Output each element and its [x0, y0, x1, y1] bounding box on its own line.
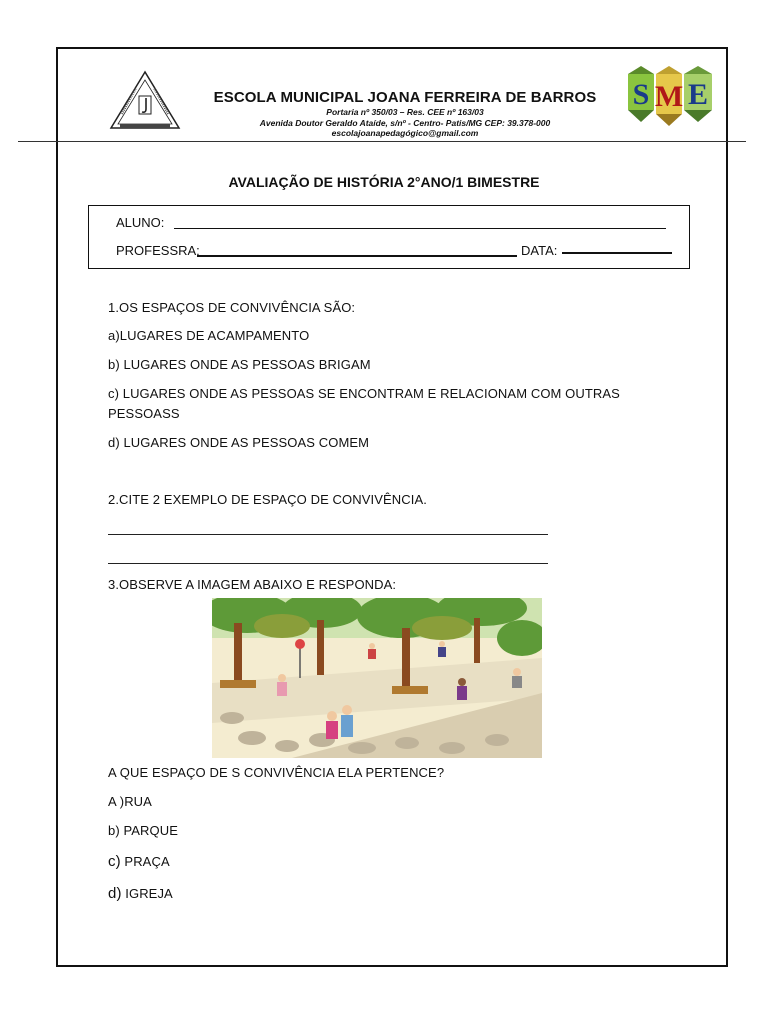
date-line[interactable]: [562, 252, 672, 254]
question-1-option-a: a)LUGARES DE ACAMPAMENTO: [108, 328, 310, 343]
option-c-text: PRAÇA: [124, 854, 170, 869]
option-c-letter: c): [108, 853, 121, 870]
answer-line-1[interactable]: [108, 534, 548, 535]
question-3-prompt: A QUE ESPAÇO DE S CONVIVÊNCIA ELA PERTENCE?: [108, 765, 445, 780]
student-name-line[interactable]: [174, 228, 666, 229]
question-1-option-d: d) LUGARES ONDE AS PESSOAS COMEM: [108, 435, 370, 450]
email-line: escolajoanapedagógico@gmail.com: [331, 128, 479, 138]
header-divider: [18, 141, 746, 142]
student-info-box: [88, 205, 690, 269]
question-3-option-b: b) PARQUE: [108, 823, 179, 838]
sme-logo-icon: [626, 66, 714, 128]
option-d-letter: d): [108, 885, 122, 902]
sme-letter-m: M: [654, 80, 684, 113]
teacher-name-line[interactable]: [197, 255, 517, 257]
option-d-text: IGREJA: [125, 886, 173, 901]
question-3-option-a: A )RUA: [108, 794, 152, 809]
question-3: 3.OBSERVE A IMAGEM ABAIXO E RESPONDA:: [108, 577, 397, 592]
school-name: ESCOLA MUNICIPAL JOANA FERREIRA DE BARROS: [213, 89, 597, 106]
sme-letter-s: S: [632, 78, 650, 111]
answer-line-2[interactable]: [108, 563, 548, 564]
question-1-option-c: c) LUGARES ONDE AS PESSOAS SE ENCONTRAM E RELACIONAM COM OUTRAS: [108, 386, 620, 401]
question-3-option-d: [108, 885, 173, 902]
address-line: Avenida Doutor Geraldo Ataíde, s/nº - Centro- Patis/MG CEP: 39.378-000: [259, 118, 551, 128]
question-3-option-c: [108, 853, 170, 870]
sme-letter-e: E: [687, 78, 709, 111]
date-label: DATA:: [521, 243, 558, 258]
student-label: ALUNO:: [116, 215, 165, 230]
school-logo-icon: [108, 70, 182, 132]
question-1-option-c-continued: PESSOASS: [108, 406, 180, 421]
exam-title: AVALIAÇÃO DE HISTÓRIA 2°ANO/1 BIMESTRE: [228, 174, 540, 190]
question-1: 1.OS ESPAÇOS DE CONVIVÊNCIA SÃO:: [108, 300, 356, 315]
plaza-illustration: [212, 598, 542, 758]
question-1-option-b: b) LUGARES ONDE AS PESSOAS BRIGAM: [108, 357, 371, 372]
question-2: 2.CITE 2 EXEMPLO DE ESPAÇO DE CONVIVÊNCIA.: [108, 492, 427, 507]
teacher-label: PROFESSRA:: [116, 243, 200, 258]
portaria-line: Portaria nº 350/03 – Res. CEE nº 163/03: [326, 107, 484, 117]
